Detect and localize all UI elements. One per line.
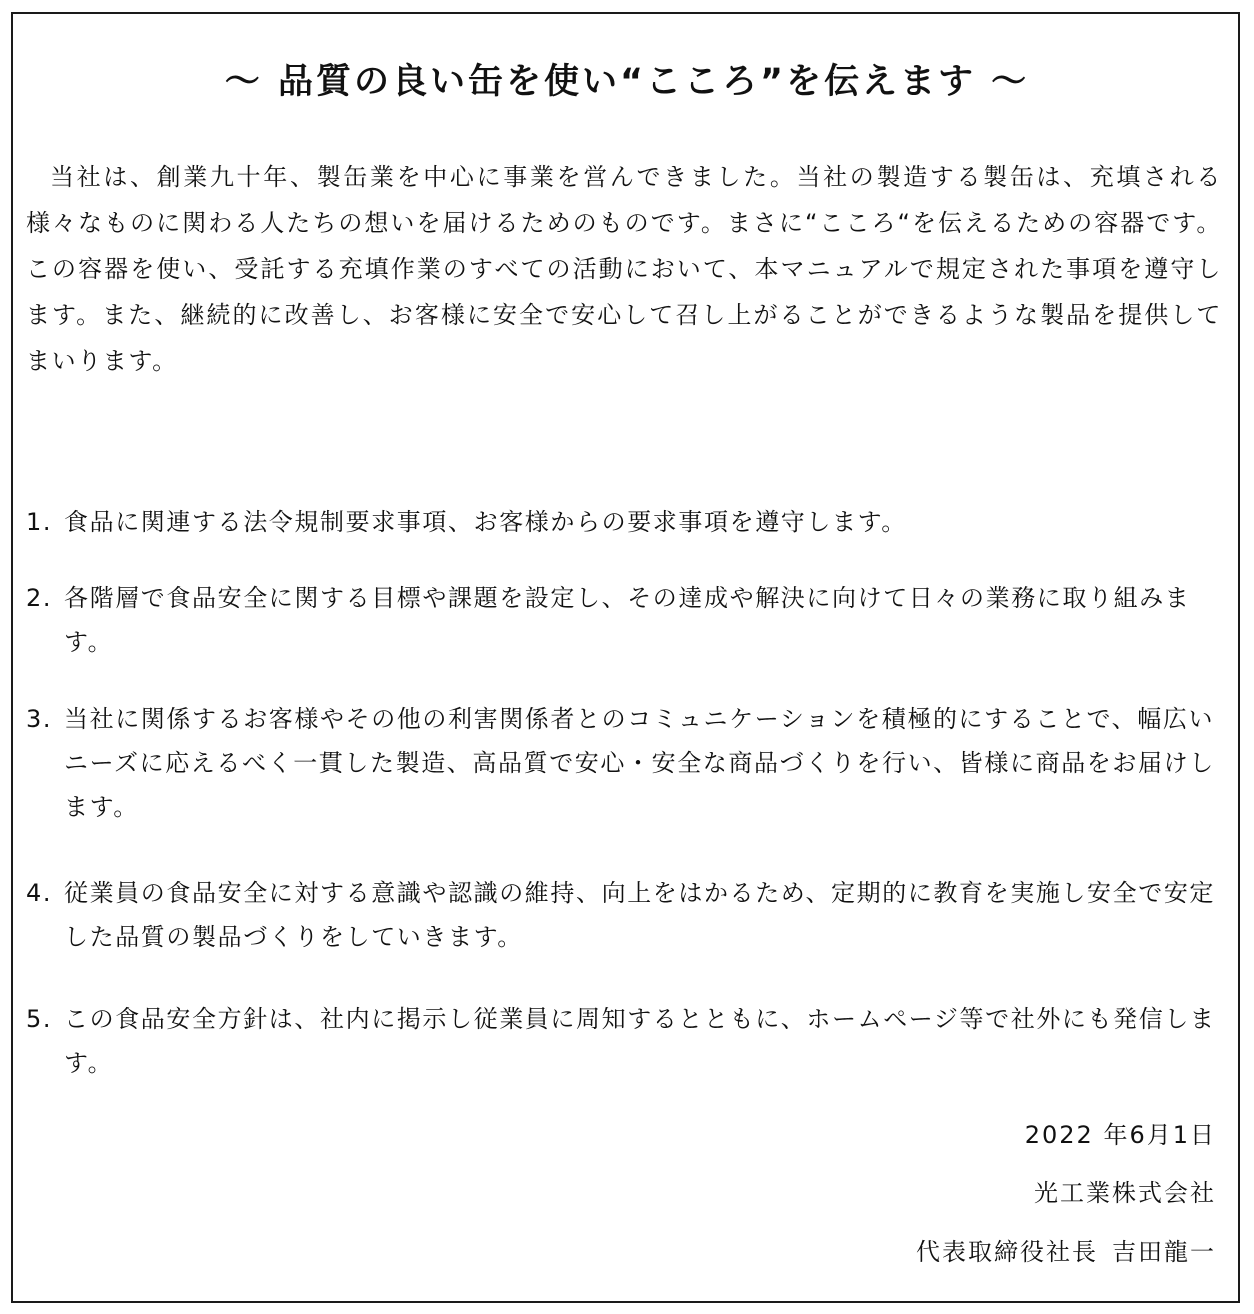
- representative-title: 代表取締役社長: [916, 1238, 1098, 1266]
- policy-text: 従業員の食品安全に対する意識や認識の維持、向上をはかるため、定期的に教育を実施し安全で安定した品質の製品づくりをしていきます。: [64, 879, 1216, 951]
- policy-number: 3.: [26, 705, 53, 733]
- policy-number: 4.: [26, 879, 53, 907]
- policy-number: 5.: [26, 1005, 53, 1033]
- policy-text: 当社に関係するお客様やその他の利害関係者とのコミュニケーションを積極的にすることで、幅広いニーズに応えるべく一貫した製造、高品質で安心・安全な商品づくりを行い、皆様に商品をお届けします。: [64, 705, 1215, 821]
- signature-company: 光工業株式会社: [1034, 1179, 1216, 1207]
- policy-item: [26, 997, 1222, 1085]
- intro-paragraph: 当社は、創業九十年、製缶業を中心に事業を営んできました。当社の製造する製缶は、充填される様々なものに関わる人たちの想いを届けるためのものです。まさに“こころ“を伝えるための容器です。この容器を使い、受託する充填作業のすべての活動において、本マニュアルで規定された事項を遵守します。また、継続的に改善し、お客様に安全で安心して召し上がることができるような製品を提供してまいります。: [26, 163, 1222, 375]
- policy-number: 1.: [26, 508, 53, 536]
- policy-text: 食品に関連する法令規制要求事項、お客様からの要求事項を遵守します。: [64, 508, 907, 536]
- policy-item: [26, 697, 1222, 829]
- policy-item: [26, 576, 1222, 664]
- policy-text: 各階層で食品安全に関する目標や課題を設定し、その達成や解決に向けて日々の業務に取り組みます。: [64, 584, 1191, 656]
- policy-number: 2.: [26, 584, 53, 612]
- policy-item: [26, 871, 1222, 959]
- policy-item: [26, 500, 1222, 544]
- representative-name: 吉田龍一: [1112, 1238, 1216, 1266]
- document-title: 〜 品質の良い缶を使い“こころ”を伝えます 〜: [224, 62, 1030, 102]
- policy-text: この食品安全方針は、社内に掲示し従業員に周知するとともに、ホームページ等で社外にも発信します。: [64, 1005, 1216, 1077]
- signature-representative: [916, 1232, 1216, 1272]
- signature-date: 2022 年6月1日: [1024, 1121, 1216, 1149]
